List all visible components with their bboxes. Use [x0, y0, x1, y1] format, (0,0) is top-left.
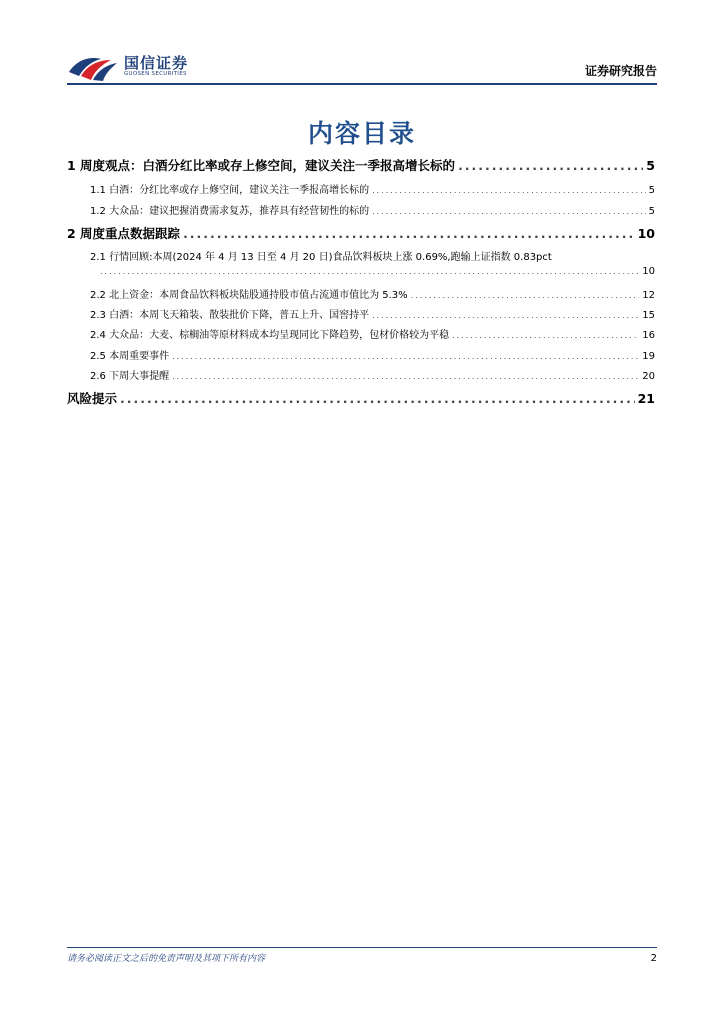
toc-entry-label: 1.2 大众品：建议把握消费需求复苏，推荐具有经营韧性的标的 — [90, 206, 370, 217]
toc-entry-label: 风险提示 — [67, 391, 118, 406]
toc-leader-dots — [100, 267, 639, 276]
toc-leader-dots — [172, 352, 639, 361]
page-header — [67, 50, 657, 84]
toc-entry-page: 5 — [648, 185, 655, 196]
toc-entry-label: 1 周度观点：白酒分红比率或存上修空间，建议关注一季报高增长标的 — [67, 158, 456, 173]
toc-entry-2-1[interactable] — [90, 248, 655, 277]
toc-leader-dots — [372, 186, 646, 195]
page-number: 2 — [650, 953, 657, 964]
footer-disclaimer: 请务必阅读正文之后的免责声明及其项下所有内容 — [67, 954, 266, 964]
toc-entry-label: 2.6 下周大事提醒 — [90, 371, 170, 382]
toc-entry-2-5[interactable] — [90, 347, 655, 362]
toc-entry-1-1[interactable] — [90, 181, 655, 196]
toc-entry-1[interactable] — [67, 156, 655, 174]
toc-entry-page: 20 — [642, 371, 655, 382]
toc-entry-1-2[interactable] — [90, 202, 655, 217]
toc-entry-label: 2.3 白酒：本周飞天箱装、散装批价下降，普五上升、国窖持平 — [90, 310, 370, 321]
toc-leader-dots — [458, 158, 643, 173]
toc-leader-dots — [411, 291, 640, 300]
header-divider — [67, 83, 657, 85]
toc-entry-label: 2.2 北上资金：本周食品饮料板块陆股通持股市值占流通市值比为 5.3% — [90, 290, 408, 301]
toc-entry-page: 15 — [642, 310, 655, 321]
toc-entry-label: 2.5 本周重要事件 — [90, 351, 170, 362]
report-type-label: 证券研究报告 — [584, 64, 657, 78]
toc-entry-page: 16 — [642, 330, 655, 341]
toc-entry-page: 21 — [637, 391, 655, 406]
toc-entry-page: 10 — [637, 226, 655, 241]
toc-entry-label: 2.1 行情回顾:本周(2024 年 4 月 13 日至 4 月 20 日)食品饮料板块上涨 0.69%,跑输上证指数 0.83pct — [90, 252, 552, 263]
toc-leader-dots — [372, 207, 646, 216]
logo-chinese-name: 国信证券 — [124, 54, 189, 72]
toc-entry-page: 19 — [642, 351, 655, 362]
toc-entry-2-2[interactable] — [90, 286, 655, 301]
toc-entry-page: 10 — [642, 266, 655, 277]
toc-entry-page: 5 — [648, 206, 655, 217]
toc-entry-2-6[interactable] — [90, 367, 655, 382]
toc-entry-label: 2.4 大众品：大麦、棕榈油等原材料成本均呈现同比下降趋势，包材价格较为平稳 — [90, 330, 450, 341]
toc-entry-page: 5 — [646, 158, 655, 173]
footer-divider — [67, 947, 657, 948]
toc-entry-2-4[interactable] — [90, 326, 655, 341]
toc-entry-risk[interactable] — [67, 389, 655, 407]
toc-entry-2-3[interactable] — [90, 306, 655, 321]
toc-entry-label: 1.1 白酒：分红比率或存上修空间，建议关注一季报高增长标的 — [90, 185, 370, 196]
toc-title: 内容目录 — [307, 119, 416, 148]
guosen-logo-mark-icon — [67, 50, 119, 82]
toc-leader-dots — [172, 372, 639, 381]
toc-entry-page: 12 — [642, 290, 655, 301]
toc-leader-dots — [120, 391, 635, 406]
toc-leader-dots — [372, 311, 639, 320]
toc-leader-dots — [452, 331, 639, 340]
toc-leader-dots — [183, 226, 635, 241]
toc-entry-label: 2 周度重点数据跟踪 — [67, 226, 181, 241]
guosen-logo — [67, 50, 217, 82]
toc-entry-2[interactable] — [67, 224, 655, 242]
logo-english-name: GUOSEN SECURITIES — [124, 71, 187, 77]
